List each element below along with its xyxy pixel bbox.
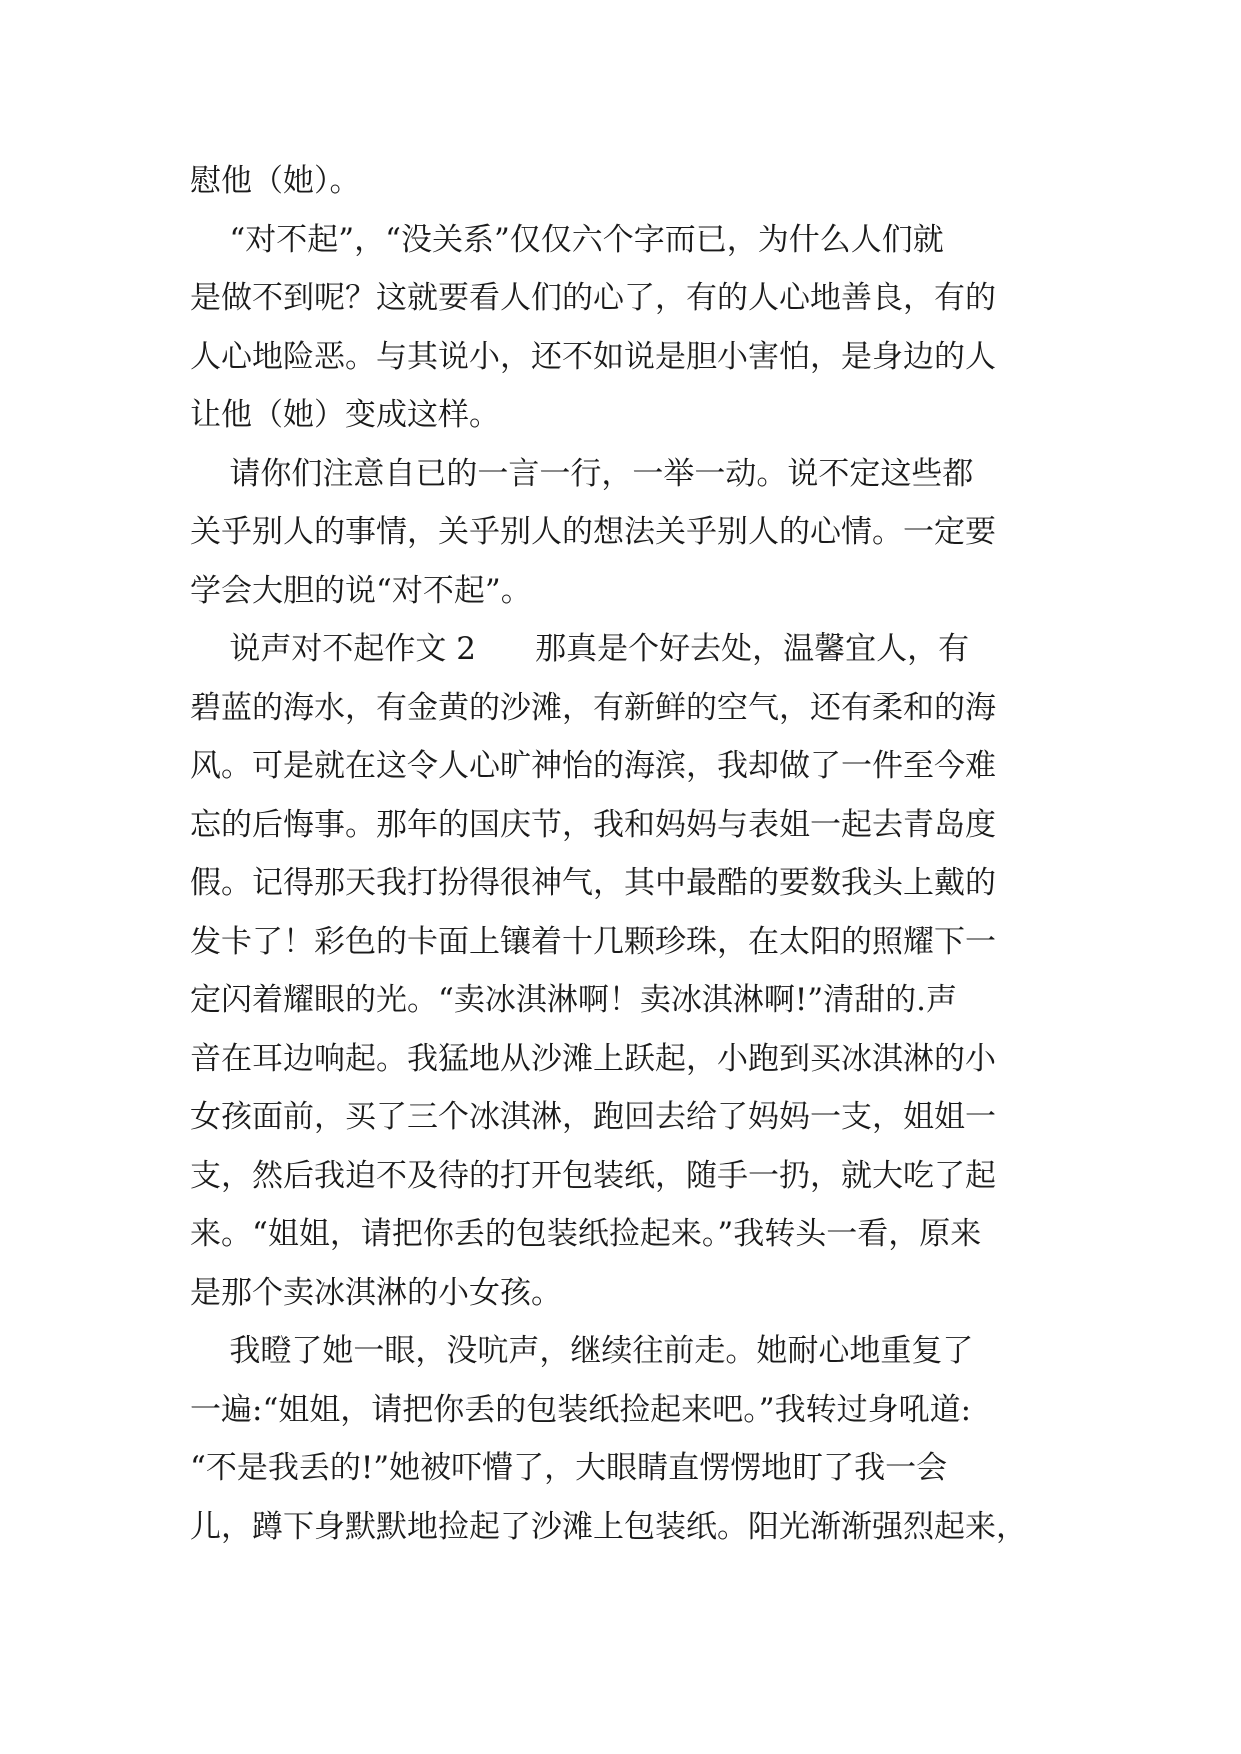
text-line: 学会大胆的说“对不起”。 <box>190 572 532 609</box>
text-line: 是那个卖冰淇淋的小女孩。 <box>190 1274 562 1311</box>
text-line: 人心地险恶。与其说小，还不如说是胆小害怕，是身边的人 <box>190 338 996 375</box>
text-line: 慰他（她）。 <box>190 163 361 199</box>
text-line: 碧蓝的海水，有金黄的沙滩，有新鲜的空气，还有柔和的海 <box>190 689 996 726</box>
document-body <box>190 152 1052 1556</box>
text-line: 定闪着耀眼的光。“卖冰淇淋啊！卖冰淇淋啊!”清甜的.声 <box>190 982 958 1018</box>
text-line: 音在耳边响起。我猛地从沙滩上跃起，小跑到买冰淇淋的小 <box>190 1040 996 1077</box>
text-line: 忘的后悔事。那年的国庆节，我和妈妈与表姐一起去青岛度 <box>190 806 996 843</box>
text-line: 我瞪了她一眼，没吭声，继续往前走。她耐心地重复了 <box>190 1333 974 1369</box>
text-line: 请你们注意自已的一言一行，一举一动。说不定这些都 <box>190 455 974 492</box>
text-line: 是做不到呢？这就要看人们的心了，有的人心地善良，有的 <box>190 280 996 316</box>
text-line: 支，然后我迫不及待的打开包装纸，随手一扔，就大吃了起 <box>190 1157 996 1194</box>
text-line: 风。可是就在这令人心旷神怡的海滨，我却做了一件至今难 <box>190 748 996 784</box>
text-line: 发卡了！彩色的卡面上镶着十几颗珍珠，在太阳的照耀下一 <box>190 923 996 960</box>
text-line: 儿，蹲下身默默地捡起了沙滩上包装纸。阳光渐渐强烈起来， <box>190 1508 1027 1545</box>
text-line: 女孩面前，买了三个冰淇淋，跑回去给了妈妈一支，姐姐一 <box>190 1099 996 1135</box>
text-line: 让他（她）变成这样。 <box>190 397 500 433</box>
text-line: 一遍:“姐姐，请把你丢的包装纸捡起来吧。”我转过身吼道: <box>190 1391 972 1428</box>
text-line: 关乎别人的事情，关乎别人的想法关乎别人的心情。一定要 <box>190 514 996 550</box>
text-line: 来。“姐姐，请把你丢的包装纸捡起来。”我转头一看，原来 <box>190 1216 982 1252</box>
text-line: 说声对不起作文 2 那真是个好去处，温馨宜人，有 <box>190 631 970 667</box>
text-line: 假。记得那天我打扮得很神气，其中最酷的要数我头上戴的 <box>190 865 996 901</box>
text-line: “不是我丢的!”她被吓懵了，大眼睛直愣愣地盯了我一会 <box>190 1450 948 1486</box>
text-line: “对不起”，“没关系”仅仅六个字而已，为什么人们就 <box>190 221 944 258</box>
